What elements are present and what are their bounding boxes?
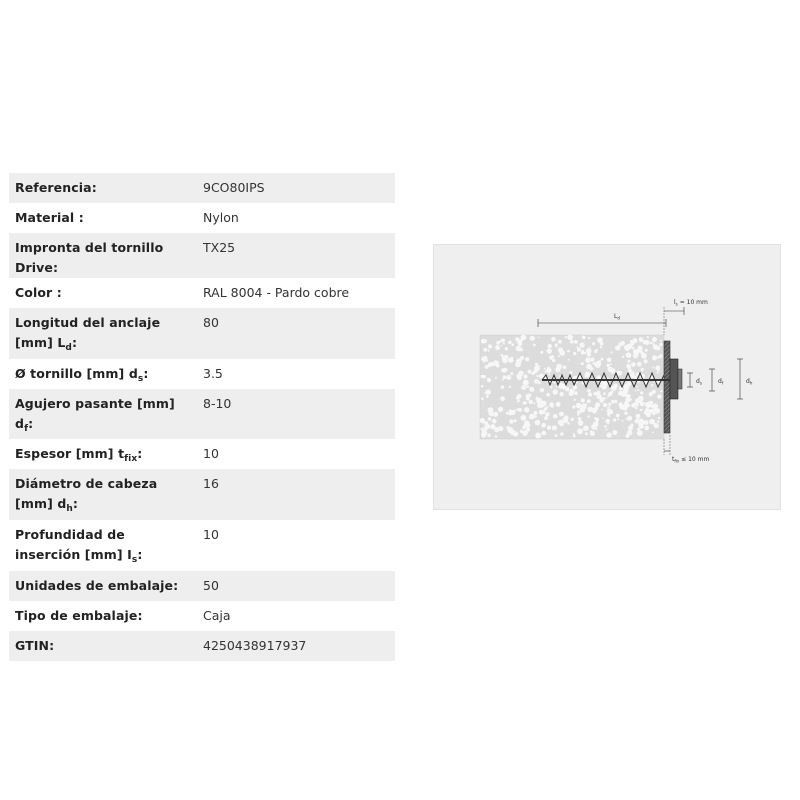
spec-label: Agujero pasante [mm] $d_f$: (9, 389, 191, 439)
spec-label: GTIN: (9, 631, 191, 661)
spec-row (9, 203, 395, 233)
spec-value: 16 (191, 469, 395, 520)
spec-row (9, 173, 395, 203)
spec-label: Material : (15, 210, 84, 225)
spec-label: Espesor [mm] $t_{fix}$: (15, 446, 143, 464)
insertion-depth-dimension (664, 299, 708, 335)
spec-row (9, 233, 395, 278)
spec-label: Referencia: (9, 173, 191, 203)
spec-label: Diámetro de cabeza [mm] $d_h$: (9, 469, 191, 520)
spec-row (9, 469, 395, 520)
fixture-thickness-dimension (664, 435, 709, 464)
screw-head (678, 369, 682, 389)
spec-label: Ø tornillo [mm] $d_s$: (15, 366, 149, 384)
spec-table (9, 173, 395, 661)
spec-row (9, 631, 395, 661)
spec-value: 50 (191, 571, 395, 601)
svg-text:tfix ≤ 10 mm: $t_{fix} \le 10$ mm (672, 456, 710, 464)
spec-row (9, 520, 395, 571)
spec-label: Unidades de embalaje: (9, 571, 191, 601)
svg-text:df: $d_f$ (718, 378, 724, 386)
spec-row (9, 359, 395, 389)
spec-value: 8-10 (191, 389, 395, 439)
spec-row (9, 278, 395, 308)
spec-value: TX25 (191, 233, 395, 278)
spec-row (9, 308, 395, 359)
anchor-head (670, 359, 678, 399)
spec-value: 10 (203, 527, 219, 542)
spec-label: Longitud del anclaje [mm] $L_d$: (9, 308, 191, 359)
spec-label: Profundidad de inserción [mm] $I_s$: (15, 527, 143, 565)
spec-value: Caja (203, 608, 231, 623)
diameter-dimensions (687, 359, 753, 399)
installation-diagram-svg (434, 245, 780, 509)
spec-row (9, 439, 395, 469)
svg-text:ls = 10 mm: $l_s = 10$ mm (674, 299, 708, 307)
spec-row (9, 601, 395, 631)
fixture-plate (664, 341, 670, 433)
spec-row (9, 389, 395, 439)
length-dimension (538, 313, 666, 327)
spec-value: Nylon (203, 210, 239, 225)
spec-value: 80 (191, 308, 395, 359)
spec-label: Color : (15, 285, 62, 300)
spec-row (9, 571, 395, 601)
spec-value: 10 (203, 446, 219, 461)
spec-value: 4250438917937 (191, 631, 395, 661)
svg-text:Ld: $L_d$ (614, 313, 620, 321)
spec-label: Tipo de embalaje: (15, 608, 143, 623)
installation-diagram (433, 244, 781, 510)
spec-value: 3.5 (203, 366, 223, 381)
svg-text:dh: $d_h$ (746, 378, 753, 386)
spec-value: 9CO80IPS (191, 173, 395, 203)
svg-text:ds: $d_s$ (696, 378, 702, 386)
spec-label: Impronta del tornillo Drive: (9, 233, 191, 278)
spec-value: RAL 8004 - Pardo cobre (203, 285, 350, 300)
